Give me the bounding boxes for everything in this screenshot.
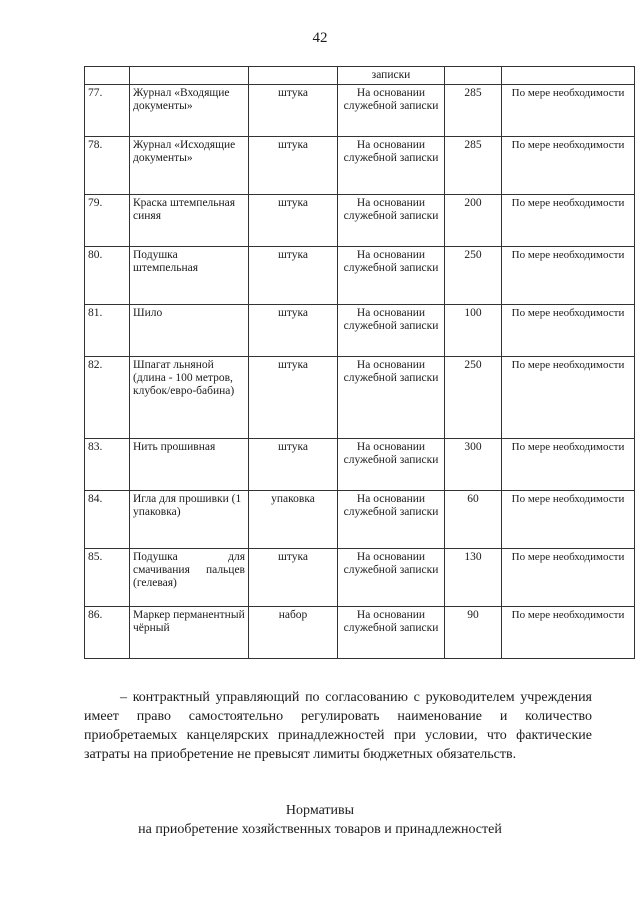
- row-number-cell: 77.: [85, 85, 130, 137]
- unit-cell: [249, 67, 338, 85]
- period-cell: По мере необходимости: [502, 491, 635, 549]
- unit-cell: набор: [249, 607, 338, 659]
- basis-cell: На основании служебной записки: [338, 357, 445, 439]
- table-row: [85, 357, 635, 439]
- basis-cell: На основании служебной записки: [338, 247, 445, 305]
- unit-cell: штука: [249, 549, 338, 607]
- period-cell: По мере необходимости: [502, 357, 635, 439]
- item-name-cell: Подушка штемпельная: [130, 247, 249, 305]
- item-name-cell: Журнал «Исходящие документы»: [130, 137, 249, 195]
- row-number-cell: 86.: [85, 607, 130, 659]
- unit-cell: штука: [249, 85, 338, 137]
- basis-cell: записки: [338, 67, 445, 85]
- contract-manager-paragraph: – контрактный управляющий по согласованию с руководителем учреждения имеет право самостоятельно регулировать наименование и количество приобретаемых канцелярских принадлежностей при условии, что фактические затраты на приобретение не превысят лимиты бюджетных обязательств.: [84, 690, 592, 762]
- period-cell: По мере необходимости: [502, 607, 635, 659]
- basis-cell: На основании служебной записки: [338, 549, 445, 607]
- table-row: [85, 137, 635, 195]
- quantity-cell: 90: [445, 607, 502, 659]
- quantity-cell: 60: [445, 491, 502, 549]
- page-number: 42: [312, 30, 328, 46]
- period-cell: По мере необходимости: [502, 439, 635, 491]
- table-row: [85, 491, 635, 549]
- quantity-cell: [445, 67, 502, 85]
- table-row: [85, 549, 635, 607]
- table-row: [85, 85, 635, 137]
- row-number-cell: 85.: [85, 549, 130, 607]
- row-number-cell: 84.: [85, 491, 130, 549]
- unit-cell: штука: [249, 357, 338, 439]
- item-name-cell: Шпагат льняной (длина - 100 метров, клубок/евро-бабина): [130, 357, 249, 439]
- unit-cell: штука: [249, 137, 338, 195]
- row-number-cell: 80.: [85, 247, 130, 305]
- basis-cell: На основании служебной записки: [338, 439, 445, 491]
- unit-cell: упаковка: [249, 491, 338, 549]
- basis-cell: На основании служебной записки: [338, 137, 445, 195]
- item-name-cell: Шило: [130, 305, 249, 357]
- row-number-cell: 83.: [85, 439, 130, 491]
- item-name-cell: Маркер перманентный чёрный: [130, 607, 249, 659]
- quantity-cell: 300: [445, 439, 502, 491]
- item-name-cell: Подушка для смачивания пальцев (гелевая): [130, 549, 249, 607]
- norms-table-body: [85, 67, 635, 659]
- quantity-cell: 285: [445, 85, 502, 137]
- period-cell: По мере необходимости: [502, 305, 635, 357]
- table-row: [85, 439, 635, 491]
- period-cell: По мере необходимости: [502, 247, 635, 305]
- basis-cell: На основании служебной записки: [338, 491, 445, 549]
- row-number-cell: 79.: [85, 195, 130, 247]
- table-row: [85, 607, 635, 659]
- unit-cell: штука: [249, 247, 338, 305]
- item-name-cell: Краска штемпельная синяя: [130, 195, 249, 247]
- quantity-cell: 250: [445, 357, 502, 439]
- item-name-cell: Журнал «Входящие документы»: [130, 85, 249, 137]
- row-number-cell: 81.: [85, 305, 130, 357]
- quantity-cell: 130: [445, 549, 502, 607]
- basis-cell: На основании служебной записки: [338, 607, 445, 659]
- table-row-continued: [85, 67, 635, 85]
- quantity-cell: 200: [445, 195, 502, 247]
- period-cell: [502, 67, 635, 85]
- quantity-cell: 285: [445, 137, 502, 195]
- item-name-cell: [130, 67, 249, 85]
- table-row: [85, 195, 635, 247]
- basis-cell: На основании служебной записки: [338, 195, 445, 247]
- row-number-cell: [85, 67, 130, 85]
- row-number-cell: 78.: [85, 137, 130, 195]
- row-number-cell: 82.: [85, 357, 130, 439]
- unit-cell: штука: [249, 439, 338, 491]
- quantity-cell: 250: [445, 247, 502, 305]
- norms-table: [84, 66, 635, 659]
- basis-cell: На основании служебной записки: [338, 305, 445, 357]
- table-row: [85, 305, 635, 357]
- basis-cell: На основании служебной записки: [338, 85, 445, 137]
- period-cell: По мере необходимости: [502, 195, 635, 247]
- period-cell: По мере необходимости: [502, 137, 635, 195]
- section-heading-subtitle: на приобретение хозяйственных товаров и принадлежностей: [138, 822, 502, 837]
- period-cell: По мере необходимости: [502, 549, 635, 607]
- unit-cell: штука: [249, 305, 338, 357]
- item-name-cell: Игла для прошивки (1 упаковка): [130, 491, 249, 549]
- section-heading-title: Нормативы: [285, 803, 355, 818]
- table-row: [85, 247, 635, 305]
- item-name-cell: Нить прошивная: [130, 439, 249, 491]
- period-cell: По мере необходимости: [502, 85, 635, 137]
- unit-cell: штука: [249, 195, 338, 247]
- quantity-cell: 100: [445, 305, 502, 357]
